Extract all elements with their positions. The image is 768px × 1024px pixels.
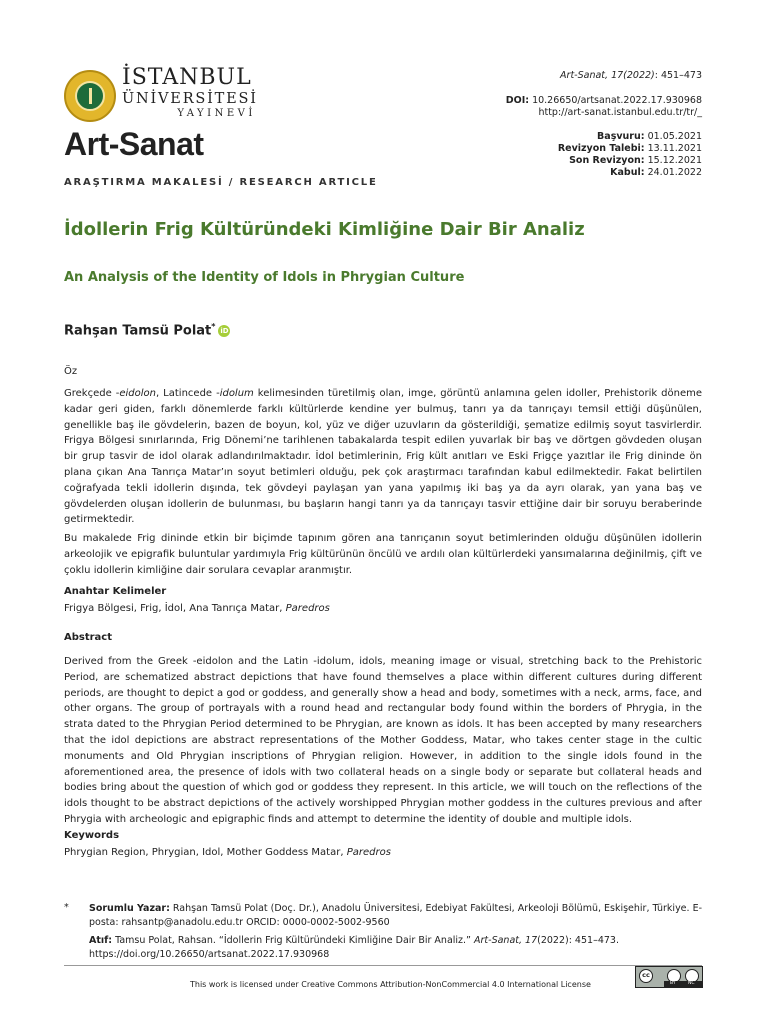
oz-keywords-heading: Anahtar Kelimeler	[64, 586, 167, 597]
text-run: eidolon	[119, 388, 156, 399]
oz-paragraph-2: Bu makalede Frig dininde etkin bir biçimde tapınım gören ana tanrıçanın soyut betimlerinden olduğu düşünülen idollerin arkeolojik ve epigrafik buluntular yardımıyla Frig kültürünün öncülü ve ardılı olan kültürlerdeki yansımalarına değinilmiş, çift ve çoklu idollerin kimliğine dair sorulara cevaplar aranmıştır.	[64, 533, 702, 576]
badge-nc-label: NC	[688, 981, 695, 986]
badge-labels	[664, 981, 703, 987]
text-run: Frigya Bölgesi, Frig, İdol, Ana Tanrıça Matar,	[64, 603, 286, 614]
university-seal-logo	[64, 70, 116, 122]
citation-journal: Art-Sanat, 17(2022)	[560, 70, 655, 81]
date-value: 24.01.2022	[647, 167, 702, 178]
text-run: Paredros	[346, 847, 391, 858]
license-divider	[64, 965, 702, 966]
abstract-keywords	[64, 845, 702, 860]
doi-value[interactable]: 10.26650/artsanat.2022.17.930968	[532, 95, 702, 106]
logo-university-line2: ÜNİVERSİTESİ	[122, 91, 258, 107]
date-label: Kabul:	[610, 167, 645, 178]
text-run: Paredros	[285, 603, 330, 614]
author-line	[64, 322, 230, 338]
abstract-heading: Abstract	[64, 632, 113, 643]
doi-line	[506, 95, 702, 107]
text-run: kelimesinden türetilmiş olan, imge, görüntü anlamına gelen idoller, Prehistorik döneme kadar geri giden, farklı dönemlerde farklı kültürlerde kendine yer bulmuş, tanrı ya da tanrıçayı temsil ettiği düşünülen, genellikle baş ile gövdelerin, bazen de boyun, kol, yüz ve diğer uzuvların da gösterildiği, şematize edilmiş soyut tasvirlerdir. Frigya Bölgesi sınırlarında, Frig Dönemi’ne tarihlenen tabakalarda tespit edilen yuvarlak bir baş ve dörtgen gövdeden oluşan bir grup tasvir de idol olarak adlandırılmaktadır. İdol betimlerinin, Frig kült anıtları ve Eski Frigçe yazıtlar ile Frig dininde ön plana çıkan Ana Tanrıça Matar’ın soyut betimleri olduğu, pek çok araştırmacı tarafından kabul edilmektedir. Fakat belirtilen coğrafyada tekli idollerin dışında, tek gövdeyi paylaşan yan yana yapılmış iki baş ya da ayrı olarak, yan yana baş ve gövdelerden oluşan idollerin de bulunması, bu başların hangi tanrı ya da tanrıçayı tasvir ettiğine dair bir soruyu beraberinde getirmektedir.	[64, 388, 702, 526]
date-row	[597, 131, 702, 143]
doi-label: DOI:	[505, 95, 530, 106]
cc-by-nc-badge-icon[interactable]	[635, 966, 703, 988]
date-label: Başvuru:	[597, 131, 645, 142]
date-row	[569, 155, 702, 167]
abstract-keywords-heading: Keywords	[64, 830, 120, 841]
author-marker: *	[211, 322, 216, 331]
citation-note	[89, 934, 702, 961]
author-name: Rahşan Tamsü Polat	[64, 323, 212, 339]
citation-pages: : 451–473	[654, 70, 702, 81]
badge-by-label: BY	[670, 981, 676, 986]
journal-name: Art-Sanat	[64, 126, 204, 162]
corresponding-author-note	[89, 902, 702, 929]
text-run: , Latincede -	[156, 388, 220, 399]
oz-paragraph-1	[64, 386, 702, 528]
publisher-logo-text	[122, 66, 258, 120]
logo-publisher: YAYINEVİ	[177, 108, 256, 119]
date-value: 01.05.2021	[647, 131, 702, 142]
text-run: Grekçede -	[64, 388, 120, 399]
orcid-icon[interactable]: iD	[220, 326, 229, 335]
date-label: Revizyon Talebi:	[557, 143, 645, 154]
text-run: Art-Sanat, 17	[474, 935, 538, 946]
date-row	[610, 167, 702, 179]
abstract-paragraph: Derived from the Greek -eidolon and the Latin -idolum, idols, meaning image or visual, stretching back to the Prehistoric Period, are schematized abstract depictions that have found themselves a place within different cultures during different periods, are thought to depict a god or goddess, and generally show a head and body, sometimes with a neck, arms, face, and other organs. The group of portrayals with a round head and rectangular body found within the borders of Phrygia, in the strata dated to the Phrygian Period determined to be Phrygian, are known as idols. It has been accepted by many researchers that the idol depictions are abstract representations of the Mother Goddess, Matar, who takes center stage in the cultic monuments and Old Phrygian inscriptions of Phrygian religion. However, in addition to the single idols found in the aforementioned area, the presence of idols with two collateral heads on a single body or separate but collateral heads and bodies bring about the question of which god or goddess they represent. In this article, we will touch on the reflections of the idols thought to be abstract depictions of the actively worshipped Phrygian mother goddess in the cultures previous and after Phrygia with archeologic and epigraphic finds and attempt to determine the identity of double and multiple idols.	[64, 656, 702, 825]
text-run: Atıf:	[89, 935, 113, 946]
text-run: Rahşan Tamsü Polat (Doç. Dr.), Anadolu Üniversitesi, Edebiyat Fakültesi, Arkeoloji Bölümü, Eskişehir, Türkiye. E-posta: rahsantp@anadolu.edu.tr ORCID: 0000-0002-5002-9560	[89, 903, 703, 928]
date-value: 15.12.2021	[647, 155, 702, 166]
text-run: Tamsu Polat, Rahsan. “İdollerin Frig Kültüründeki Kimliğine Dair Bir Analiz.”	[112, 935, 475, 946]
text-run: idolum	[219, 388, 254, 399]
text-run: Sorumlu Yazar:	[89, 903, 170, 914]
oz-keywords	[64, 601, 702, 616]
date-value: 13.11.2021	[647, 143, 702, 154]
date-row	[558, 143, 702, 155]
cc-icon: cc	[639, 969, 653, 983]
text-run: (2022): 451–473. https://doi.org/10.26650/artsanat.2022.17.930968	[89, 935, 619, 960]
oz-heading: Öz	[64, 366, 78, 377]
citation-line	[560, 70, 702, 82]
journal-url[interactable]: http://art-sanat.istanbul.edu.tr/tr/_	[538, 107, 702, 118]
license-text: This work is licensed under Creative Commons Attribution-NonCommercial 4.0 International License	[190, 980, 591, 989]
title-english: An Analysis of the Identity of Idols in Phrygian Culture	[64, 270, 465, 285]
article-type: ARAŞTIRMA MAKALESİ / RESEARCH ARTICLE	[64, 177, 378, 188]
title-turkish: İdollerin Frig Kültüründeki Kimliğine Dair Bir Analiz	[64, 219, 585, 240]
text-run: Phrygian Region, Phrygian, Idol, Mother Goddess Matar,	[64, 847, 347, 858]
logo-university-line1: İSTANBUL	[122, 65, 252, 90]
footnote-marker: *	[64, 902, 69, 913]
date-label: Son Revizyon:	[569, 155, 645, 166]
